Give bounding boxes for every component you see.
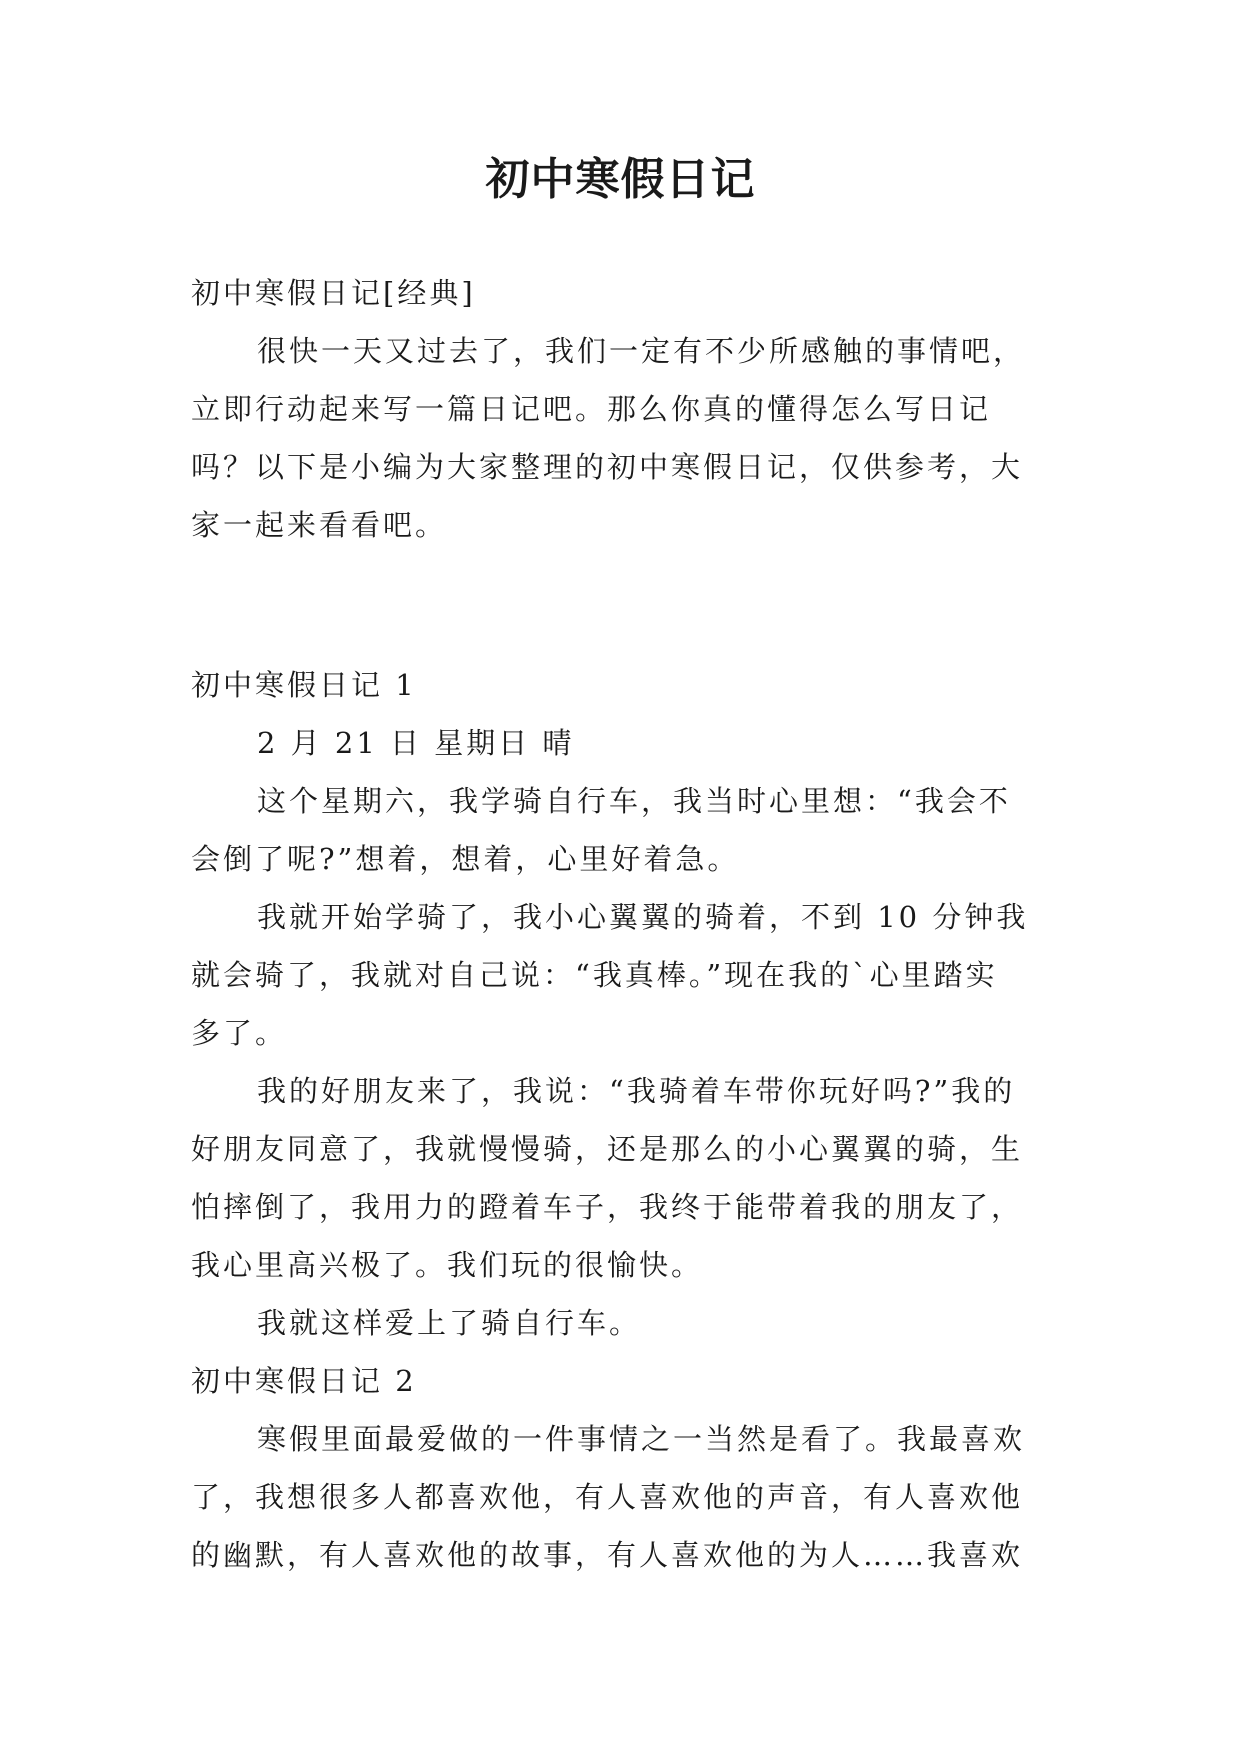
diary1-paragraph-line: 我就这样爱上了骑自行车。	[257, 1306, 642, 1340]
diary1-paragraph-line: 好朋友同意了，我就慢慢骑，还是那么的小心翼翼的骑，生	[191, 1132, 1024, 1166]
intro-line: 吗？以下是小编为大家整理的初中寒假日记，仅供参考，大	[191, 450, 1024, 484]
diary2-heading: 初中寒假日记 2	[191, 1364, 417, 1398]
diary1-paragraph-line: 多了。	[191, 1016, 288, 1050]
diary1-paragraph-line: 会倒了呢?”想着，想着，心里好着急。	[191, 842, 740, 876]
diary1-heading: 初中寒假日记 1	[191, 668, 417, 702]
diary2-paragraph-line: 了，我想很多人都喜欢他，有人喜欢他的声音，有人喜欢他	[191, 1480, 1024, 1514]
diary1-paragraph-line: 怕摔倒了，我用力的蹬着车子，我终于能带着我的朋友了，	[191, 1190, 1024, 1224]
intro-line: 家一起来看看吧。	[191, 508, 448, 542]
intro-line: 立即行动起来写一篇日记吧。那么你真的懂得怎么写日记	[191, 392, 992, 426]
diary2-paragraph-line: 的幽默，有人喜欢他的故事，有人喜欢他的为人……我喜欢	[191, 1538, 1024, 1572]
diary1-date-line: 2 月 21 日 星期日 晴	[257, 726, 575, 760]
intro-heading: 初中寒假日记[经典]	[191, 276, 476, 310]
diary1-paragraph-line: 就会骑了，我就对自己说：“我真棒。”现在我的`心里踏实	[191, 958, 998, 992]
diary1-paragraph-line: 这个星期六，我学骑自行车，我当时心里想：“我会不	[257, 784, 1011, 818]
diary1-paragraph-line: 我的好朋友来了，我说：“我骑着车带你玩好吗?”我的	[257, 1074, 1016, 1108]
diary1-paragraph-line: 我心里高兴极了。我们玩的很愉快。	[191, 1248, 704, 1282]
diary1-paragraph-line: 我就开始学骑了，我小心翼翼的骑着，不到 10 分钟我	[257, 900, 1029, 934]
intro-line: 很快一天又过去了，我们一定有不少所感触的事情吧，	[257, 334, 1026, 368]
document-title: 初中寒假日记	[485, 154, 756, 205]
section-gap	[191, 554, 1065, 656]
document-body	[191, 264, 1065, 1584]
diary2-paragraph-line: 寒假里面最爱做的一件事情之一当然是看了。我最喜欢	[257, 1422, 1026, 1456]
